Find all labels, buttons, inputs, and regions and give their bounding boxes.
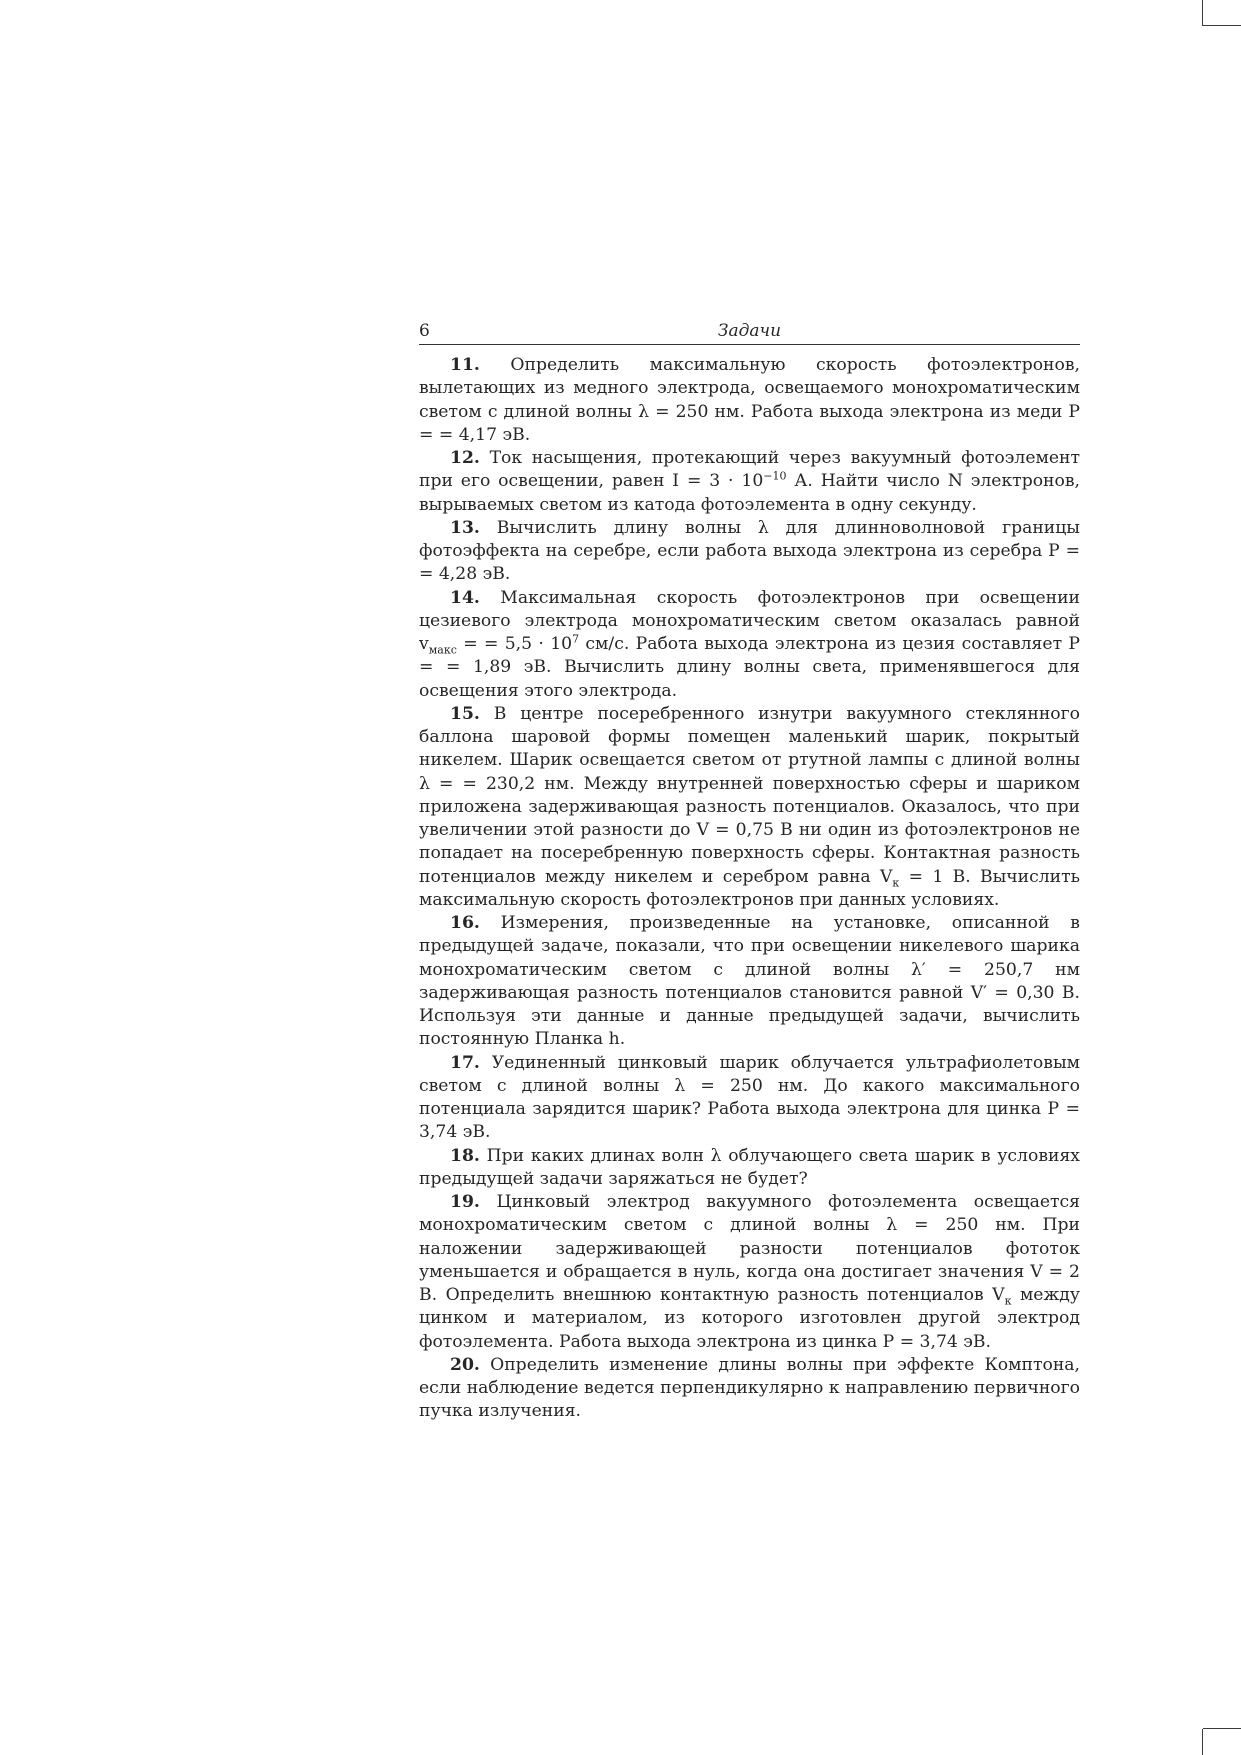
problem-text: При каких длинах волн λ облучающего света шарик в условиях предыдущей задачи заряжаться не будет? <box>419 1145 1080 1189</box>
problem-number: 11. <box>450 355 480 375</box>
problem-text: Цинковый электрод вакуумного фотоэлемента освещается монохроматическим светом с длиной волны λ = 250 нм. При наложении задерживающей разности потенциалов фототок уменьшается и обращается в нуль, когда она достигает значения V = 2 В. Определить внешнюю контактную разность потенциалов V <box>419 1192 1080 1305</box>
problem-text: Измерения, произведенные на установке, описанной в предыдущей задаче, показали, что при освещении никелевого шарика монохроматическим светом с длиной волны λ′ = 250,7 нм задерживающая разность потенциалов становится равной V′ = 0,30 В. Используя эти данные и данные предыдущей задачи, вычислить постоянную Планка h. <box>419 913 1080 1050</box>
subscript: к <box>892 875 900 889</box>
problem-text: Вычислить длину волны λ для длинноволновой границы фотоэффекта на серебре, если работа выхода электрона из серебра P = = 4,28 эВ. <box>419 517 1080 585</box>
problem-text: см/с. Работа выхода электрона из цезия составляет P = = 1,89 эВ. Вычислить длину волны света, применявшегося для освещения этого электрода. <box>419 634 1080 701</box>
problem-number: 13. <box>450 517 480 538</box>
problem-14 <box>419 587 1080 703</box>
problem-text: = = 5,5 · 10 <box>456 634 573 654</box>
page <box>419 320 1080 1424</box>
problem-text: = 1 В. Вычислить максимальную скорость фотоэлектронов при данных условиях. <box>419 866 1080 910</box>
problem-number: 17. <box>450 1052 480 1073</box>
problem-number: 12. <box>450 448 480 468</box>
superscript: −10 <box>763 469 787 483</box>
problem-number: 20. <box>450 1354 480 1375</box>
crop-mark-bottom-vertical <box>1202 1729 1203 1755</box>
crop-mark-top-horizontal <box>1203 25 1241 26</box>
page-number: 6 <box>419 321 430 341</box>
problem-text: Определить изменение длины волны при эффекте Комптона, если наблюдение ведется перпендикулярно к направлению первичного пучка излучения. <box>419 1354 1081 1422</box>
problem-19 <box>419 1191 1080 1354</box>
problem-13 <box>419 517 1080 587</box>
problem-text: между цинком и материалом, из которого изготовлен другой электрод фотоэлемента. Работа выхода электрона из цинка P = 3,74 эВ. <box>419 1285 1080 1352</box>
problem-number: 16. <box>450 913 480 933</box>
problem-12 <box>419 447 1080 517</box>
superscript: 7 <box>572 632 580 646</box>
problem-text: А. Найти число N электронов, вырываемых светом из катода фотоэлемента в одну секунду. <box>419 471 1080 515</box>
problem-text: В центре посеребренного изнутри вакуумного стеклянного баллона шаровой формы помещен маленький шарик, покрытый никелем. Шарик освещается светом от ртутной лампы с длиной волны λ = = 230,2 нм. Между внутренней поверхностью сферы и шариком приложена задерживающая разность потенциалов. Оказалось, что при увеличении этой разности до V = 0,75 В ни один из фотоэлектронов не попадает на посеребренную поверхность сферы. Контактная разность потенциалов между никелем и серебром равна V <box>419 703 1081 887</box>
crop-mark-bottom-horizontal <box>1203 1728 1241 1729</box>
problem-number: 18. <box>450 1145 480 1166</box>
problem-16 <box>419 912 1080 1052</box>
problem-number: 15. <box>450 703 480 724</box>
problem-15 <box>419 703 1080 912</box>
problem-18 <box>419 1145 1080 1192</box>
subscript: к <box>1004 1294 1012 1308</box>
problem-11 <box>419 354 1080 447</box>
problem-number: 19. <box>450 1192 480 1212</box>
problem-17 <box>419 1052 1080 1145</box>
problem-text: Ток насыщения, протекающий через вакуумный фотоэлемент при его освещении, равен I = 3 · 10 <box>419 448 1080 492</box>
problem-list <box>419 354 1080 1424</box>
running-head-title: Задачи <box>717 321 782 341</box>
problem-text: Определить максимальную скорость фотоэлектронов, вылетающих из медного электрода, освещаемого монохроматическим светом с длиной волны λ = 250 нм. Работа выхода электрона из меди P = = 4,17 эВ. <box>419 355 1080 445</box>
problem-20 <box>419 1354 1080 1424</box>
running-head <box>419 320 1080 345</box>
problem-text: Максимальная скорость фотоэлектронов при освещении цезиевого электрода монохроматическим светом оказалась равной v <box>419 587 1080 654</box>
crop-mark-top-vertical <box>1202 0 1203 26</box>
problem-number: 14. <box>450 587 480 608</box>
problem-text: Уединенный цинковый шарик облучается ультрафиолетовым светом с длиной волны λ = 250 нм. До какого максимального потенциала зарядится шарик? Работа выхода электрона для цинка P = 3,74 эВ. <box>419 1052 1080 1143</box>
subscript: макс <box>428 643 457 657</box>
